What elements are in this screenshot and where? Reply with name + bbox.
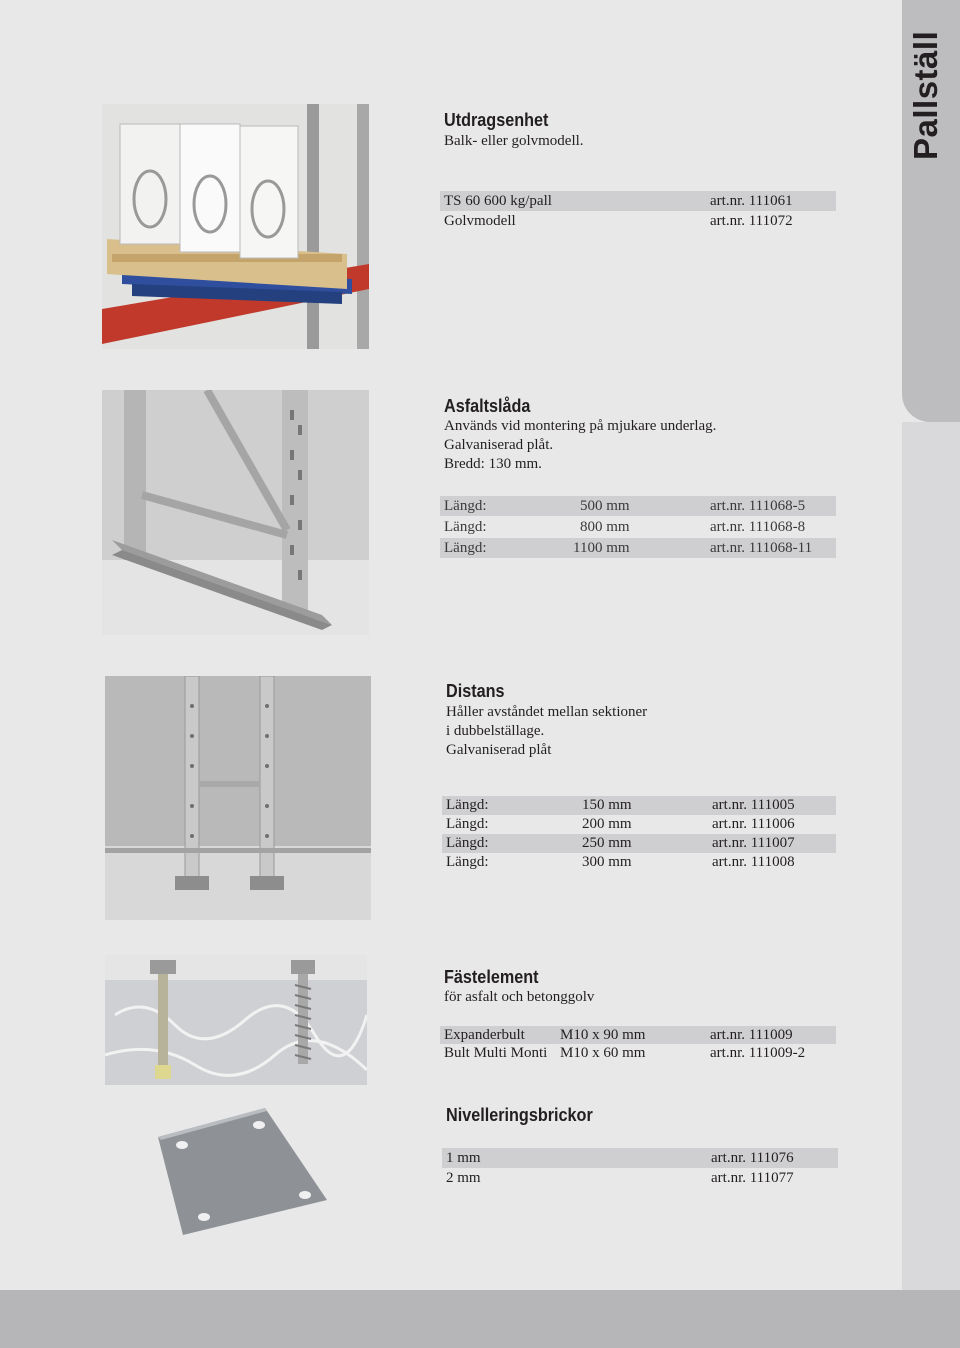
distans-title: Distans xyxy=(446,681,505,701)
length-value: 500 mm xyxy=(580,498,630,514)
length-label: Längd: xyxy=(446,797,489,813)
table-row xyxy=(440,1026,836,1044)
item-size: M10 x 90 mm xyxy=(560,1027,646,1043)
description-line: Galvaniserad plåt. xyxy=(444,437,554,453)
description-line: Bredd: 130 mm. xyxy=(444,456,542,472)
description-line: Balk- eller golvmodell. xyxy=(444,133,584,149)
distans-photo xyxy=(105,676,371,920)
table-row xyxy=(442,796,836,815)
length-value: 300 mm xyxy=(582,854,632,870)
article-number: art.nr. 111061 xyxy=(710,193,793,209)
item-size: M10 x 60 mm xyxy=(560,1045,646,1061)
item-name: 2 mm xyxy=(446,1170,481,1186)
fastelement-photo xyxy=(105,955,367,1085)
item-name: 1 mm xyxy=(446,1150,481,1166)
fastelement-description xyxy=(444,988,594,1007)
table-row xyxy=(442,853,836,872)
table-row xyxy=(440,211,836,231)
article-number: art.nr. 111007 xyxy=(712,835,795,851)
item-name: Golvmodell xyxy=(444,213,516,229)
length-value: 800 mm xyxy=(580,519,630,535)
fastelement-title: Fästelement xyxy=(444,967,539,987)
asfaltslada-title: Asfaltslåda xyxy=(444,396,531,416)
description-line: i dubbelställage. xyxy=(446,723,545,739)
length-label: Längd: xyxy=(444,519,487,535)
asfaltslada-photo xyxy=(102,390,369,635)
article-number: art.nr. 111005 xyxy=(712,797,795,813)
table-row xyxy=(440,517,836,537)
nivelleringsbricka-photo xyxy=(155,1105,330,1237)
fastelement-table xyxy=(440,1026,836,1062)
article-number: art.nr. 111009-2 xyxy=(710,1045,806,1061)
utdragsenhet-title: Utdragsenhet xyxy=(444,110,549,130)
distans-description xyxy=(446,703,647,760)
item-name: TS 60 600 kg/pall xyxy=(444,193,552,209)
article-number: art.nr. 111068-8 xyxy=(710,519,806,535)
utdragsenhet-table xyxy=(440,191,836,231)
table-row xyxy=(440,538,836,558)
article-number: art.nr. 111008 xyxy=(712,854,795,870)
table-row xyxy=(440,496,836,516)
description-line: Håller avståndet mellan sektioner xyxy=(446,704,648,720)
article-number: art.nr. 111006 xyxy=(712,816,795,832)
article-number: art.nr. 111068-11 xyxy=(710,540,813,556)
length-value: 200 mm xyxy=(582,816,632,832)
utdragsenhet-photo xyxy=(102,104,369,349)
table-row xyxy=(442,834,836,853)
length-label: Längd: xyxy=(446,854,489,870)
length-value: 1100 mm xyxy=(573,540,630,556)
length-value: 150 mm xyxy=(582,797,632,813)
length-label: Längd: xyxy=(446,835,489,851)
description-line: Används vid montering på mjukare underlag. xyxy=(444,418,717,434)
table-row xyxy=(442,815,836,834)
length-value: 250 mm xyxy=(582,835,632,851)
table-row xyxy=(440,1044,836,1062)
description-line: för asfalt och betonggolv xyxy=(444,989,595,1005)
asfaltslada-description xyxy=(444,417,716,474)
length-label: Längd: xyxy=(446,816,489,832)
side-margin xyxy=(902,422,960,1348)
asfaltslada-table xyxy=(440,496,836,558)
section-tab-title: Pallställ xyxy=(907,30,944,160)
utdragsenhet-description xyxy=(444,132,584,151)
table-row xyxy=(440,191,836,211)
article-number: art.nr. 111077 xyxy=(711,1170,794,1186)
nivelleringsbrickor-table xyxy=(442,1148,838,1188)
table-row xyxy=(442,1168,838,1188)
distans-table xyxy=(442,796,836,872)
item-name: Expanderbult xyxy=(444,1027,525,1043)
article-number: art.nr. 111072 xyxy=(710,213,793,229)
length-label: Längd: xyxy=(444,498,487,514)
article-number: art.nr. 111076 xyxy=(711,1150,794,1166)
item-name: Bult Multi Monti xyxy=(444,1045,548,1061)
nivelleringsbrickor-title: Nivelleringsbrickor xyxy=(446,1105,593,1125)
table-row xyxy=(442,1148,838,1168)
length-label: Längd: xyxy=(444,540,487,556)
footer-band xyxy=(0,1290,960,1348)
article-number: art.nr. 111068-5 xyxy=(710,498,806,514)
description-line: Galvaniserad plåt xyxy=(446,742,552,758)
article-number: art.nr. 111009 xyxy=(710,1027,793,1043)
